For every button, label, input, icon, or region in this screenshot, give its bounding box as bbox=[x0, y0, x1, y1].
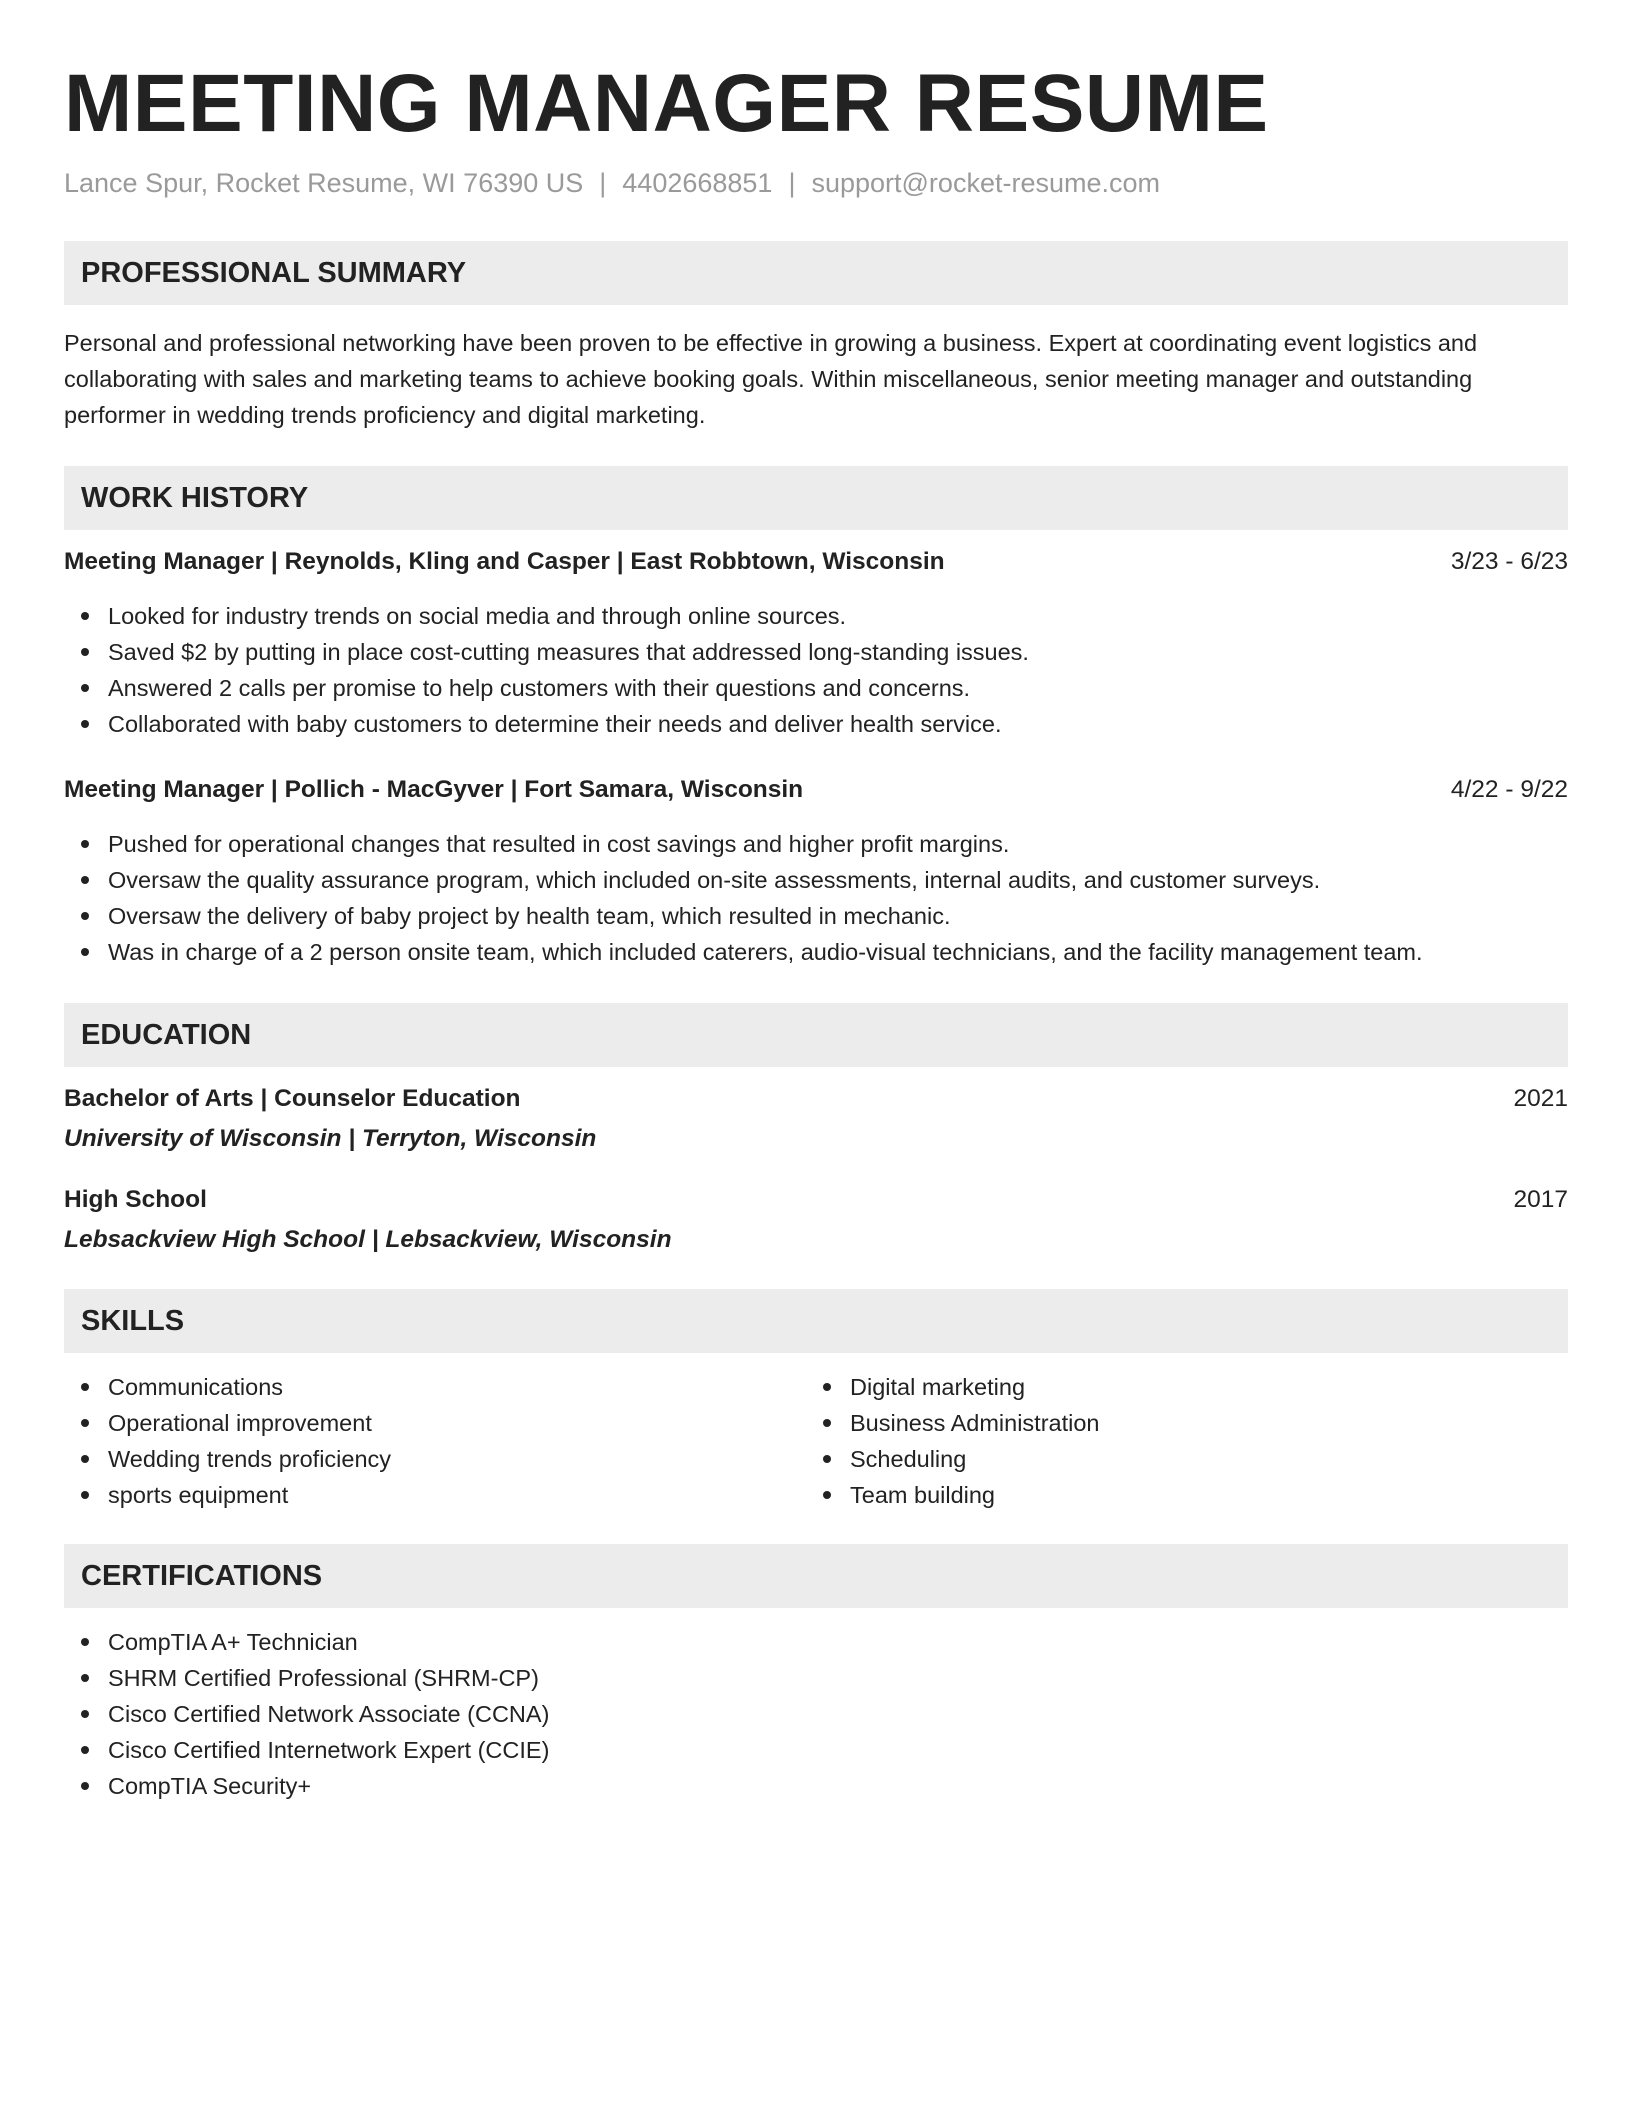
skills-list-left bbox=[64, 1369, 806, 1513]
section-header-work-history: WORK HISTORY bbox=[64, 466, 1568, 530]
job-bullet: Looked for industry trends on social media and through online sources. bbox=[64, 598, 1568, 634]
contact-email: support@rocket-resume.com bbox=[811, 168, 1160, 198]
job-bullet: Was in charge of a 2 person onsite team, which included caterers, audio-visual technicians, and the facility management team. bbox=[64, 934, 1568, 970]
certification-item: Cisco Certified Internetwork Expert (CCIE) bbox=[64, 1732, 1568, 1768]
resume-page bbox=[64, 58, 1568, 1804]
job-dates: 3/23 - 6/23 bbox=[1450, 548, 1568, 575]
education-header bbox=[64, 1083, 1568, 1115]
certification-item: Cisco Certified Network Associate (CCNA) bbox=[64, 1696, 1568, 1732]
skill-item: Digital marketing bbox=[806, 1369, 1548, 1405]
contact-separator: | bbox=[788, 168, 796, 198]
job-title: Meeting Manager | Pollich - MacGyver | Fort Samara, Wisconsin bbox=[64, 776, 804, 803]
certifications-list bbox=[64, 1624, 1568, 1804]
job-title: Meeting Manager | Reynolds, Kling and Casper | East Robbtown, Wisconsin bbox=[64, 548, 945, 575]
certification-item: SHRM Certified Professional (SHRM-CP) bbox=[64, 1660, 1568, 1696]
education-entry bbox=[64, 1083, 1568, 1155]
skill-item: Team building bbox=[806, 1477, 1548, 1513]
job-bullet: Collaborated with baby customers to determine their needs and deliver health service. bbox=[64, 706, 1568, 742]
education-school: Lebsackview High School | Lebsackview, Wisconsin bbox=[64, 1226, 672, 1253]
certification-item: CompTIA A+ Technician bbox=[64, 1624, 1568, 1660]
contact-separator: | bbox=[599, 168, 607, 198]
skill-item: Operational improvement bbox=[64, 1405, 806, 1441]
job-entry bbox=[64, 774, 1568, 970]
education-year: 2017 bbox=[1513, 1186, 1568, 1213]
skill-item: sports equipment bbox=[64, 1477, 806, 1513]
section-header-skills: SKILLS bbox=[64, 1289, 1568, 1353]
education-entry bbox=[64, 1184, 1568, 1256]
education-header bbox=[64, 1184, 1568, 1216]
education-degree: Bachelor of Arts | Counselor Education bbox=[64, 1085, 521, 1112]
education-school: University of Wisconsin | Terryton, Wisconsin bbox=[64, 1125, 597, 1152]
skill-item: Wedding trends proficiency bbox=[64, 1441, 806, 1477]
section-header-certifications: CERTIFICATIONS bbox=[64, 1544, 1568, 1608]
education-degree: High School bbox=[64, 1186, 207, 1213]
contact-phone: 4402668851 bbox=[622, 168, 773, 198]
job-dates: 4/22 - 9/22 bbox=[1450, 776, 1568, 803]
job-bullet: Oversaw the delivery of baby project by health team, which resulted in mechanic. bbox=[64, 898, 1568, 934]
job-bullets bbox=[64, 598, 1568, 742]
contact-line bbox=[64, 166, 1568, 200]
contact-address: Lance Spur, Rocket Resume, WI 76390 US bbox=[64, 168, 584, 198]
section-header-summary: PROFESSIONAL SUMMARY bbox=[64, 241, 1568, 305]
job-header bbox=[64, 774, 1568, 806]
skill-item: Communications bbox=[64, 1369, 806, 1405]
section-header-education: EDUCATION bbox=[64, 1003, 1568, 1067]
skills-list-right bbox=[806, 1369, 1548, 1513]
job-bullet: Saved $2 by putting in place cost-cutting measures that addressed long-standing issues. bbox=[64, 634, 1568, 670]
certification-item: CompTIA Security+ bbox=[64, 1768, 1568, 1804]
job-bullet: Oversaw the quality assurance program, which included on-site assessments, internal audits, and customer surveys. bbox=[64, 862, 1568, 898]
job-bullets bbox=[64, 826, 1568, 970]
resume-title: MEETING MANAGER RESUME bbox=[64, 58, 1269, 149]
education-year: 2021 bbox=[1513, 1085, 1568, 1112]
job-entry bbox=[64, 546, 1568, 742]
skill-item: Business Administration bbox=[806, 1405, 1548, 1441]
summary-text: Personal and professional networking have been proven to be effective in growing a business. Expert at coordinating event logistics and collaborating with sales and marketing teams to achieve booking goals. Within miscellaneous, senior meeting manager and outstanding performer in wedding trends proficiency and digital marketing. bbox=[64, 330, 1478, 428]
skills-columns bbox=[64, 1369, 1568, 1513]
job-bullet: Pushed for operational changes that resulted in cost savings and higher profit margins. bbox=[64, 826, 1568, 862]
job-bullet: Answered 2 calls per promise to help customers with their questions and concerns. bbox=[64, 670, 1568, 706]
job-header bbox=[64, 546, 1568, 578]
skill-item: Scheduling bbox=[806, 1441, 1548, 1477]
